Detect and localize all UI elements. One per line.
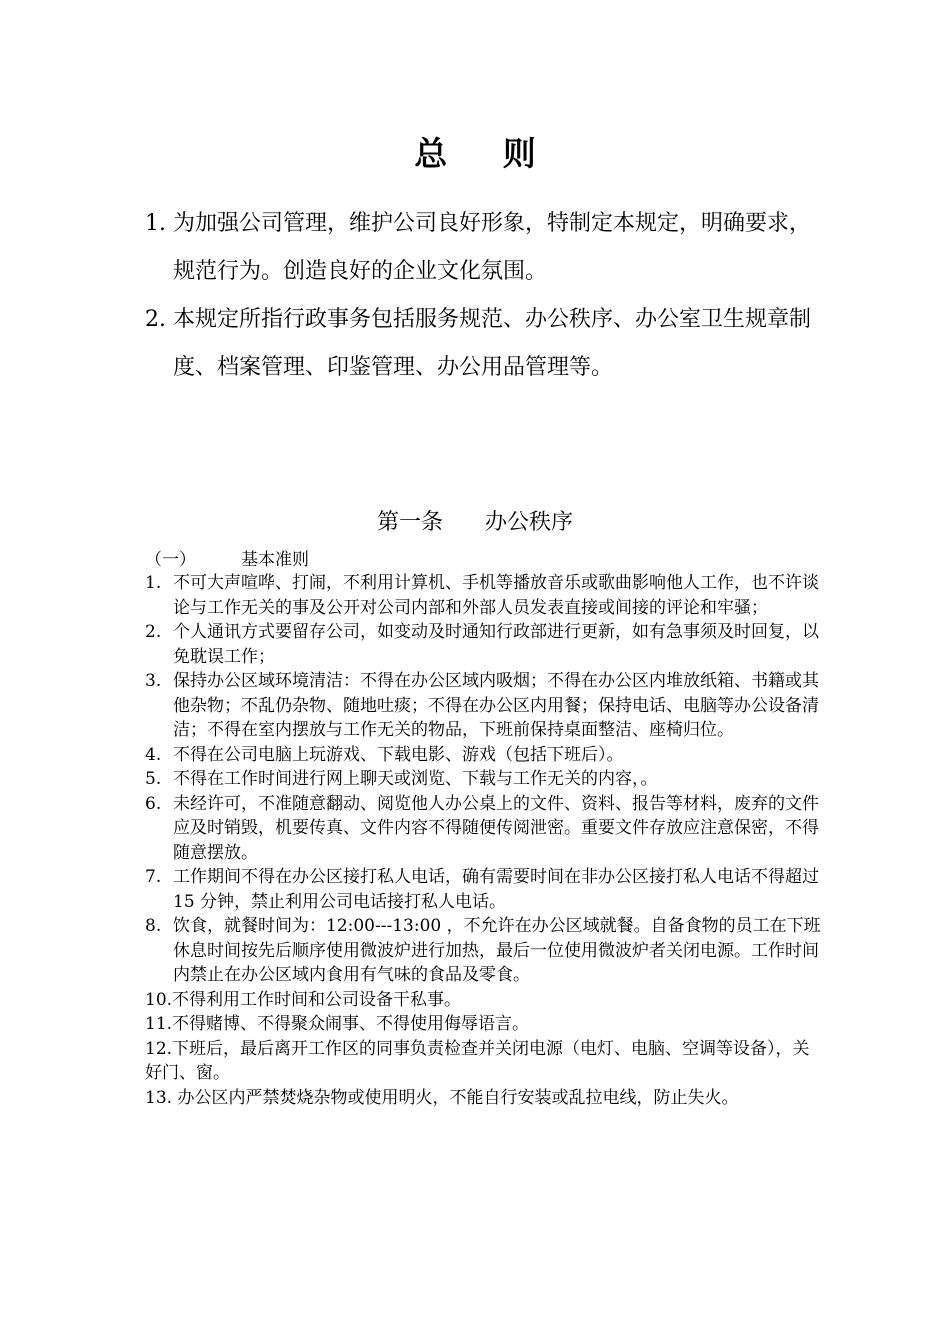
item-number: 2. xyxy=(145,307,166,332)
rule-item xyxy=(145,1012,825,1037)
rule-item xyxy=(145,914,825,988)
item-text: 为加强公司管理，维护公司良好形象，特制定本规定，明确要求，规范行为。创造良好的企业文化氛围。 xyxy=(173,211,812,284)
rule-text: 饮食，就餐时间为：12:00---13:00 ，不允许在办公区域就餐。自备食物的员工在下班休息时间按先后顺序使用微波炉进行加热，最后一位使用微波炉者关闭电源。工作时间内禁止在办公区域内食用有气味的食品及零食。 xyxy=(173,916,821,985)
rule-text: 下班后，最后离开工作区的同事负责检查并关闭电源（电灯、电脑、空调等设备），关好门、窗。 xyxy=(145,1038,810,1083)
rule-text: 不可大声喧哗、打闹，不利用计算机、手机等播放音乐或歌曲影响他人工作，也不许谈论与工作无关的事及公开对公司内部和外部人员发表直接或间接的评论和牢骚； xyxy=(173,573,819,618)
rule-item xyxy=(145,865,825,914)
rule-number: 7. xyxy=(145,867,162,887)
rule-number: 4. xyxy=(145,744,162,765)
rule-text: 不得在公司电脑上玩游戏、下载电影、游戏（包括下班后）。 xyxy=(173,744,624,765)
rule-item xyxy=(145,792,825,866)
rule-text: 办公区内严禁焚烧杂物或使用明火，不能自行安装或乱拉电线，防止失火。 xyxy=(172,1087,739,1108)
rule-text: 工作期间不得在办公区接打私人电话，确有需要时间在非办公区接打私人电话不得超过 15 分钟，禁止利用公司电话接打私人电话。 xyxy=(173,867,819,912)
section-number: 第一条 xyxy=(376,510,443,535)
subheading xyxy=(145,545,309,570)
rule-number: 12. xyxy=(145,1038,173,1059)
rule-number: 11. xyxy=(145,1014,173,1034)
rule-number: 1. xyxy=(145,573,162,593)
rules-list xyxy=(145,571,825,1110)
rule-item xyxy=(145,1037,825,1086)
rule-number: 2. xyxy=(145,622,162,642)
subheading-text: 基本准则 xyxy=(241,550,309,570)
rule-text: 保持办公区域环境清洁：不得在办公区域内吸烟；不得在办公区内堆放纸箱、书籍或其他杂物；不乱仍杂物、随地吐痰；不得在办公区内用餐；保持电话、电脑等办公设备清洁；不得在室内摆放与工作无关的物品，下班前保持桌面整洁、座椅归位。 xyxy=(173,671,819,740)
rule-number: 10. xyxy=(145,989,173,1010)
rule-text: 不得赌博、不得聚众闹事、不得使用侮辱语言。 xyxy=(172,1014,530,1034)
rule-item xyxy=(145,1086,825,1111)
rule-number: 3. xyxy=(145,671,162,691)
general-item xyxy=(145,200,825,296)
general-list xyxy=(145,200,825,392)
rule-item xyxy=(145,743,825,768)
item-text: 本规定所指行政事务包括服务规范、办公秩序、办公室卫生规章制度、档案管理、印鉴管理、办公用品管理等。 xyxy=(173,307,812,380)
rule-text: 不得利用工作时间和公司设备干私事。 xyxy=(172,989,462,1010)
rule-text: 未经许可，不准随意翻动、阅览他人办公桌上的文件、资料、报告等材料，废弃的文件应及时销毁，机要传真、文件内容不得随便传阅泄密。重要文件存放应注意保密，不得随意摆放。 xyxy=(173,793,819,863)
rule-item xyxy=(145,571,825,620)
section-name: 办公秩序 xyxy=(485,510,574,535)
rule-item xyxy=(145,767,825,792)
section-heading xyxy=(0,505,950,536)
rule-text: 个人通讯方式要留存公司，如变动及时通知行政部进行更新，如有急事须及时回复，以免耽误工作； xyxy=(173,622,819,667)
rule-number: 5. xyxy=(145,769,162,789)
page-title: 总 则 xyxy=(414,134,558,173)
general-item xyxy=(145,296,825,392)
rule-item xyxy=(145,988,825,1013)
rule-item xyxy=(145,620,825,669)
rule-number: 6. xyxy=(145,793,162,814)
rule-item xyxy=(145,669,825,743)
rule-number: 8. xyxy=(145,916,162,936)
rule-text: 不得在工作时间进行网上聊天或浏览、下载与工作无关的内容，。 xyxy=(173,769,658,789)
subheading-number: （一） xyxy=(145,550,196,570)
item-number: 1. xyxy=(145,211,166,236)
rule-number: 13. xyxy=(145,1087,173,1108)
